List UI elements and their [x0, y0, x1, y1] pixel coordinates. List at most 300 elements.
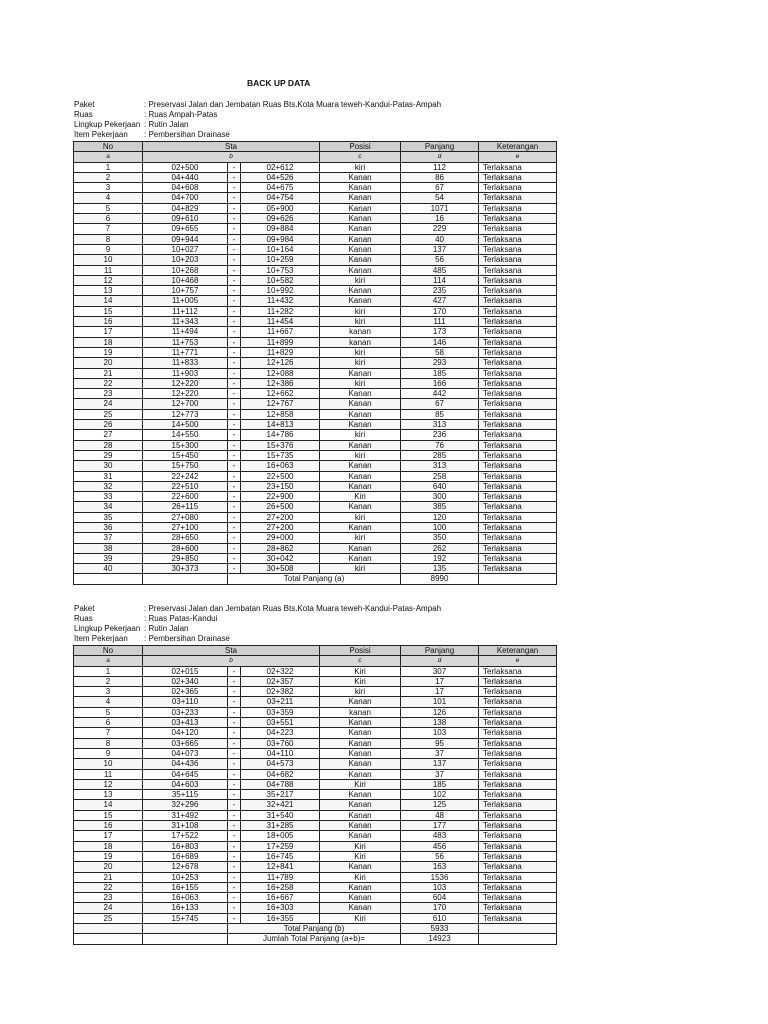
keterangan: Terlaksana	[479, 378, 557, 388]
sta-start: 32+296	[143, 800, 228, 810]
sta-dash: -	[228, 265, 241, 275]
sta-dash: -	[228, 337, 241, 347]
sta-start: 16+803	[143, 841, 228, 851]
row-no: 9	[74, 748, 143, 758]
keterangan: Terlaksana	[479, 347, 557, 357]
row-no: 13	[74, 286, 143, 296]
sta-start: 35+115	[143, 790, 228, 800]
panjang: 137	[401, 759, 479, 769]
posisi: Kanan	[320, 224, 401, 234]
sta-dash: -	[228, 553, 241, 563]
row-no: 20	[74, 358, 143, 368]
sta-end: 16+303	[241, 903, 320, 913]
row-no: 4	[74, 697, 143, 707]
subheader-d: d	[401, 656, 479, 666]
keterangan: Terlaksana	[479, 244, 557, 254]
row-no: 23	[74, 389, 143, 399]
sta-start: 04+645	[143, 769, 228, 779]
table-row	[74, 543, 557, 553]
panjang: 185	[401, 368, 479, 378]
info-row	[74, 624, 441, 634]
sta-dash: -	[228, 769, 241, 779]
posisi: kanan	[320, 707, 401, 717]
posisi: Kanan	[320, 193, 401, 203]
sta-end: 09+984	[241, 234, 320, 244]
sta-start: 28+650	[143, 533, 228, 543]
row-no: 1	[74, 666, 143, 676]
keterangan: Terlaksana	[479, 564, 557, 574]
posisi: Kiri	[320, 666, 401, 676]
sta-start: 14+550	[143, 430, 228, 440]
posisi: Kiri	[320, 676, 401, 686]
table-row	[74, 790, 557, 800]
table-row	[74, 347, 557, 357]
sta-dash: -	[228, 461, 241, 471]
sta-start: 26+115	[143, 502, 228, 512]
keterangan: Terlaksana	[479, 748, 557, 758]
keterangan: Terlaksana	[479, 306, 557, 316]
keterangan: Terlaksana	[479, 337, 557, 347]
total-row	[74, 934, 557, 944]
table-row	[74, 450, 557, 460]
panjang: 37	[401, 748, 479, 758]
posisi: Kanan	[320, 399, 401, 409]
table-row	[74, 882, 557, 892]
posisi: Kanan	[320, 882, 401, 892]
posisi: kiri	[320, 687, 401, 697]
row-no: 25	[74, 913, 143, 923]
posisi: Kanan	[320, 255, 401, 265]
header-sta: Sta	[143, 142, 320, 152]
row-no: 24	[74, 903, 143, 913]
keterangan: Terlaksana	[479, 409, 557, 419]
table-row	[74, 687, 557, 697]
total-label: Total Panjang (b)	[228, 924, 401, 934]
row-no: 38	[74, 543, 143, 553]
sta-dash: -	[228, 275, 241, 285]
table-row	[74, 913, 557, 923]
panjang: 56	[401, 255, 479, 265]
keterangan: Terlaksana	[479, 183, 557, 193]
header-panjang: Panjang	[401, 646, 479, 656]
sta-end: 16+745	[241, 851, 320, 861]
row-no: 12	[74, 779, 143, 789]
panjang: 313	[401, 420, 479, 430]
sta-start: 10+253	[143, 872, 228, 882]
sta-end: 10+753	[241, 265, 320, 275]
sta-end: 03+760	[241, 738, 320, 748]
panjang: 103	[401, 728, 479, 738]
panjang: 100	[401, 522, 479, 532]
sta-start: 04+120	[143, 728, 228, 738]
subheader-c: c	[320, 656, 401, 666]
posisi: Kanan	[320, 440, 401, 450]
sta-end: 26+500	[241, 502, 320, 512]
keterangan: Terlaksana	[479, 420, 557, 430]
posisi: Kanan	[320, 461, 401, 471]
keterangan: Terlaksana	[479, 224, 557, 234]
subheader-a: a	[74, 152, 143, 162]
row-no: 36	[74, 522, 143, 532]
info-value: : Rutin Jalan	[144, 120, 189, 129]
sta-start: 03+413	[143, 718, 228, 728]
row-no: 27	[74, 430, 143, 440]
table-row	[74, 676, 557, 686]
sta-dash: -	[228, 862, 241, 872]
posisi: Kanan	[320, 183, 401, 193]
table-row	[74, 512, 557, 522]
panjang: 67	[401, 183, 479, 193]
panjang: 293	[401, 358, 479, 368]
sta-end: 15+735	[241, 450, 320, 460]
sta-dash: -	[228, 893, 241, 903]
keterangan: Terlaksana	[479, 450, 557, 460]
posisi: kiri	[320, 275, 401, 285]
posisi: Kanan	[320, 502, 401, 512]
panjang: 135	[401, 564, 479, 574]
panjang: 640	[401, 481, 479, 491]
sta-end: 27+200	[241, 512, 320, 522]
keterangan: Terlaksana	[479, 841, 557, 851]
panjang: 101	[401, 697, 479, 707]
total-blank-2	[143, 924, 228, 934]
panjang: 483	[401, 831, 479, 841]
sta-start: 14+500	[143, 420, 228, 430]
sta-start: 04+603	[143, 779, 228, 789]
row-no: 3	[74, 183, 143, 193]
keterangan: Terlaksana	[479, 203, 557, 213]
panjang: 427	[401, 296, 479, 306]
sta-dash: -	[228, 821, 241, 831]
sta-start: 02+365	[143, 687, 228, 697]
sta-dash: -	[228, 378, 241, 388]
posisi: kiri	[320, 347, 401, 357]
sta-start: 16+689	[143, 851, 228, 861]
table-row	[74, 275, 557, 285]
sta-dash: -	[228, 214, 241, 224]
sta-end: 31+540	[241, 810, 320, 820]
table-row	[74, 409, 557, 419]
panjang: 112	[401, 162, 479, 172]
keterangan: Terlaksana	[479, 214, 557, 224]
posisi: Kanan	[320, 748, 401, 758]
table-row	[74, 553, 557, 563]
panjang: 170	[401, 306, 479, 316]
section-1-info	[74, 100, 441, 140]
section-2-table	[73, 645, 557, 945]
panjang: 67	[401, 399, 479, 409]
keterangan: Terlaksana	[479, 810, 557, 820]
total-blank-3	[479, 574, 557, 584]
sta-end: 04+754	[241, 193, 320, 203]
posisi: Kanan	[320, 214, 401, 224]
total-blank-1	[74, 934, 143, 944]
subheader-a: a	[74, 656, 143, 666]
keterangan: Terlaksana	[479, 862, 557, 872]
row-no: 31	[74, 471, 143, 481]
info-label: Paket	[74, 604, 95, 613]
posisi: Kanan	[320, 738, 401, 748]
panjang: 114	[401, 275, 479, 285]
posisi: Kanan	[320, 481, 401, 491]
keterangan: Terlaksana	[479, 327, 557, 337]
table-row	[74, 697, 557, 707]
keterangan: Terlaksana	[479, 430, 557, 440]
sta-end: 09+884	[241, 224, 320, 234]
keterangan: Terlaksana	[479, 358, 557, 368]
table-row	[74, 893, 557, 903]
panjang: 170	[401, 903, 479, 913]
sta-end: 03+551	[241, 718, 320, 728]
keterangan: Terlaksana	[479, 162, 557, 172]
sta-start: 04+700	[143, 193, 228, 203]
row-no: 17	[74, 831, 143, 841]
row-no: 1	[74, 162, 143, 172]
subheader-b: b	[143, 152, 320, 162]
sta-start: 28+600	[143, 543, 228, 553]
table-row	[74, 872, 557, 882]
sta-start: 09+944	[143, 234, 228, 244]
info-value: : Pembersihan Drainase	[144, 634, 230, 643]
panjang: 95	[401, 738, 479, 748]
total-blank-3	[479, 934, 557, 944]
table-row	[74, 162, 557, 172]
keterangan: Terlaksana	[479, 255, 557, 265]
row-no: 18	[74, 337, 143, 347]
info-label: Item Pekerjaan	[74, 130, 128, 139]
sta-end: 04+788	[241, 779, 320, 789]
info-label: Lingkup Pekerjaan	[74, 120, 141, 129]
keterangan: Terlaksana	[479, 265, 557, 275]
sta-dash: -	[228, 368, 241, 378]
sta-end: 22+500	[241, 471, 320, 481]
panjang: 173	[401, 327, 479, 337]
row-no: 7	[74, 224, 143, 234]
keterangan: Terlaksana	[479, 728, 557, 738]
total-blank-2	[143, 934, 228, 944]
keterangan: Terlaksana	[479, 461, 557, 471]
posisi: Kiri	[320, 492, 401, 502]
keterangan: Terlaksana	[479, 718, 557, 728]
sta-start: 09+610	[143, 214, 228, 224]
keterangan: Terlaksana	[479, 759, 557, 769]
sta-end: 16+667	[241, 893, 320, 903]
keterangan: Terlaksana	[479, 512, 557, 522]
posisi: Kiri	[320, 851, 401, 861]
panjang: 313	[401, 461, 479, 471]
total-value: 5933	[401, 924, 479, 934]
panjang: 350	[401, 533, 479, 543]
table-row	[74, 440, 557, 450]
sta-start: 16+133	[143, 903, 228, 913]
sta-end: 12+841	[241, 862, 320, 872]
sta-start: 11+771	[143, 347, 228, 357]
sta-dash: -	[228, 224, 241, 234]
keterangan: Terlaksana	[479, 872, 557, 882]
sta-end: 15+376	[241, 440, 320, 450]
panjang: 17	[401, 676, 479, 686]
sta-start: 30+373	[143, 564, 228, 574]
sta-dash: -	[228, 347, 241, 357]
sta-end: 04+110	[241, 748, 320, 758]
panjang: 40	[401, 234, 479, 244]
panjang: 485	[401, 265, 479, 275]
total-row	[74, 924, 557, 934]
info-value: : Preservasi Jalan dan Jembatan Ruas Bts.Kota Muara teweh-Kandui-Patas-Ampah	[144, 100, 442, 109]
sta-end: 03+211	[241, 697, 320, 707]
table-row	[74, 358, 557, 368]
sta-dash: -	[228, 687, 241, 697]
sta-start: 27+080	[143, 512, 228, 522]
panjang: 102	[401, 790, 479, 800]
panjang: 456	[401, 841, 479, 851]
sta-start: 02+500	[143, 162, 228, 172]
posisi: Kanan	[320, 420, 401, 430]
sta-start: 10+027	[143, 244, 228, 254]
posisi: Kanan	[320, 368, 401, 378]
sta-end: 17+259	[241, 841, 320, 851]
keterangan: Terlaksana	[479, 913, 557, 923]
sta-dash: -	[228, 203, 241, 213]
sta-dash: -	[228, 296, 241, 306]
posisi: Kanan	[320, 389, 401, 399]
row-no: 19	[74, 347, 143, 357]
keterangan: Terlaksana	[479, 286, 557, 296]
sta-end: 14+813	[241, 420, 320, 430]
row-no: 11	[74, 769, 143, 779]
posisi: kiri	[320, 306, 401, 316]
row-no: 12	[74, 275, 143, 285]
panjang: 103	[401, 882, 479, 892]
sta-start: 11+903	[143, 368, 228, 378]
posisi: Kanan	[320, 800, 401, 810]
row-no: 29	[74, 450, 143, 460]
panjang: 236	[401, 430, 479, 440]
table-row	[74, 203, 557, 213]
keterangan: Terlaksana	[479, 851, 557, 861]
keterangan: Terlaksana	[479, 368, 557, 378]
panjang: 166	[401, 378, 479, 388]
table-row	[74, 337, 557, 347]
sta-dash: -	[228, 913, 241, 923]
posisi: kanan	[320, 327, 401, 337]
sta-dash: -	[228, 492, 241, 502]
keterangan: Terlaksana	[479, 903, 557, 913]
section-2-info	[74, 604, 441, 644]
table-row	[74, 296, 557, 306]
subheader-row	[74, 656, 557, 666]
keterangan: Terlaksana	[479, 779, 557, 789]
sta-dash: -	[228, 543, 241, 553]
sta-start: 11+343	[143, 317, 228, 327]
posisi: Kanan	[320, 759, 401, 769]
sta-end: 30+042	[241, 553, 320, 563]
row-no: 16	[74, 317, 143, 327]
sta-dash: -	[228, 286, 241, 296]
info-row	[74, 100, 441, 110]
posisi: Kanan	[320, 728, 401, 738]
posisi: Kiri	[320, 779, 401, 789]
table-row	[74, 903, 557, 913]
total-value: 14923	[401, 934, 479, 944]
table-row	[74, 420, 557, 430]
sta-end: 16+355	[241, 913, 320, 923]
panjang: 185	[401, 779, 479, 789]
sta-start: 04+440	[143, 172, 228, 182]
sta-end: 35+217	[241, 790, 320, 800]
sta-end: 03+359	[241, 707, 320, 717]
row-no: 8	[74, 738, 143, 748]
panjang: 54	[401, 193, 479, 203]
sta-end: 02+322	[241, 666, 320, 676]
row-no: 3	[74, 687, 143, 697]
row-no: 14	[74, 296, 143, 306]
row-no: 11	[74, 265, 143, 275]
info-value: : Rutin Jalan	[144, 624, 189, 633]
table-row	[74, 810, 557, 820]
table-row	[74, 255, 557, 265]
table-row	[74, 831, 557, 841]
info-row	[74, 130, 441, 140]
row-no: 2	[74, 676, 143, 686]
sta-end: 04+682	[241, 769, 320, 779]
info-label: Lingkup Pekerjaan	[74, 624, 141, 633]
sta-dash: -	[228, 450, 241, 460]
sta-dash: -	[228, 244, 241, 254]
keterangan: Terlaksana	[479, 533, 557, 543]
table-row	[74, 481, 557, 491]
table-row	[74, 471, 557, 481]
subheader-e: e	[479, 152, 557, 162]
header-no: No	[74, 646, 143, 656]
panjang: 192	[401, 553, 479, 563]
keterangan: Terlaksana	[479, 687, 557, 697]
sta-end: 10+992	[241, 286, 320, 296]
sta-dash: -	[228, 728, 241, 738]
panjang: 177	[401, 821, 479, 831]
table-row	[74, 183, 557, 193]
sta-dash: -	[228, 512, 241, 522]
subheader-c: c	[320, 152, 401, 162]
total-label: Jumlah Total Panjang (a+b)=	[228, 934, 401, 944]
panjang: 146	[401, 337, 479, 347]
sta-end: 12+088	[241, 368, 320, 378]
table-row	[74, 214, 557, 224]
total-row	[74, 574, 557, 584]
sta-dash: -	[228, 759, 241, 769]
row-no: 35	[74, 512, 143, 522]
keterangan: Terlaksana	[479, 193, 557, 203]
sta-end: 12+767	[241, 399, 320, 409]
panjang: 307	[401, 666, 479, 676]
info-row	[74, 110, 441, 120]
row-no: 5	[74, 707, 143, 717]
sta-start: 11+112	[143, 306, 228, 316]
sta-end: 12+662	[241, 389, 320, 399]
sta-start: 04+608	[143, 183, 228, 193]
sta-start: 22+242	[143, 471, 228, 481]
panjang: 16	[401, 214, 479, 224]
keterangan: Terlaksana	[479, 471, 557, 481]
sta-end: 11+789	[241, 872, 320, 882]
sta-dash: -	[228, 882, 241, 892]
table-row	[74, 564, 557, 574]
table-row	[74, 244, 557, 254]
table-row	[74, 224, 557, 234]
panjang: 604	[401, 893, 479, 903]
row-no: 23	[74, 893, 143, 903]
row-no: 14	[74, 800, 143, 810]
